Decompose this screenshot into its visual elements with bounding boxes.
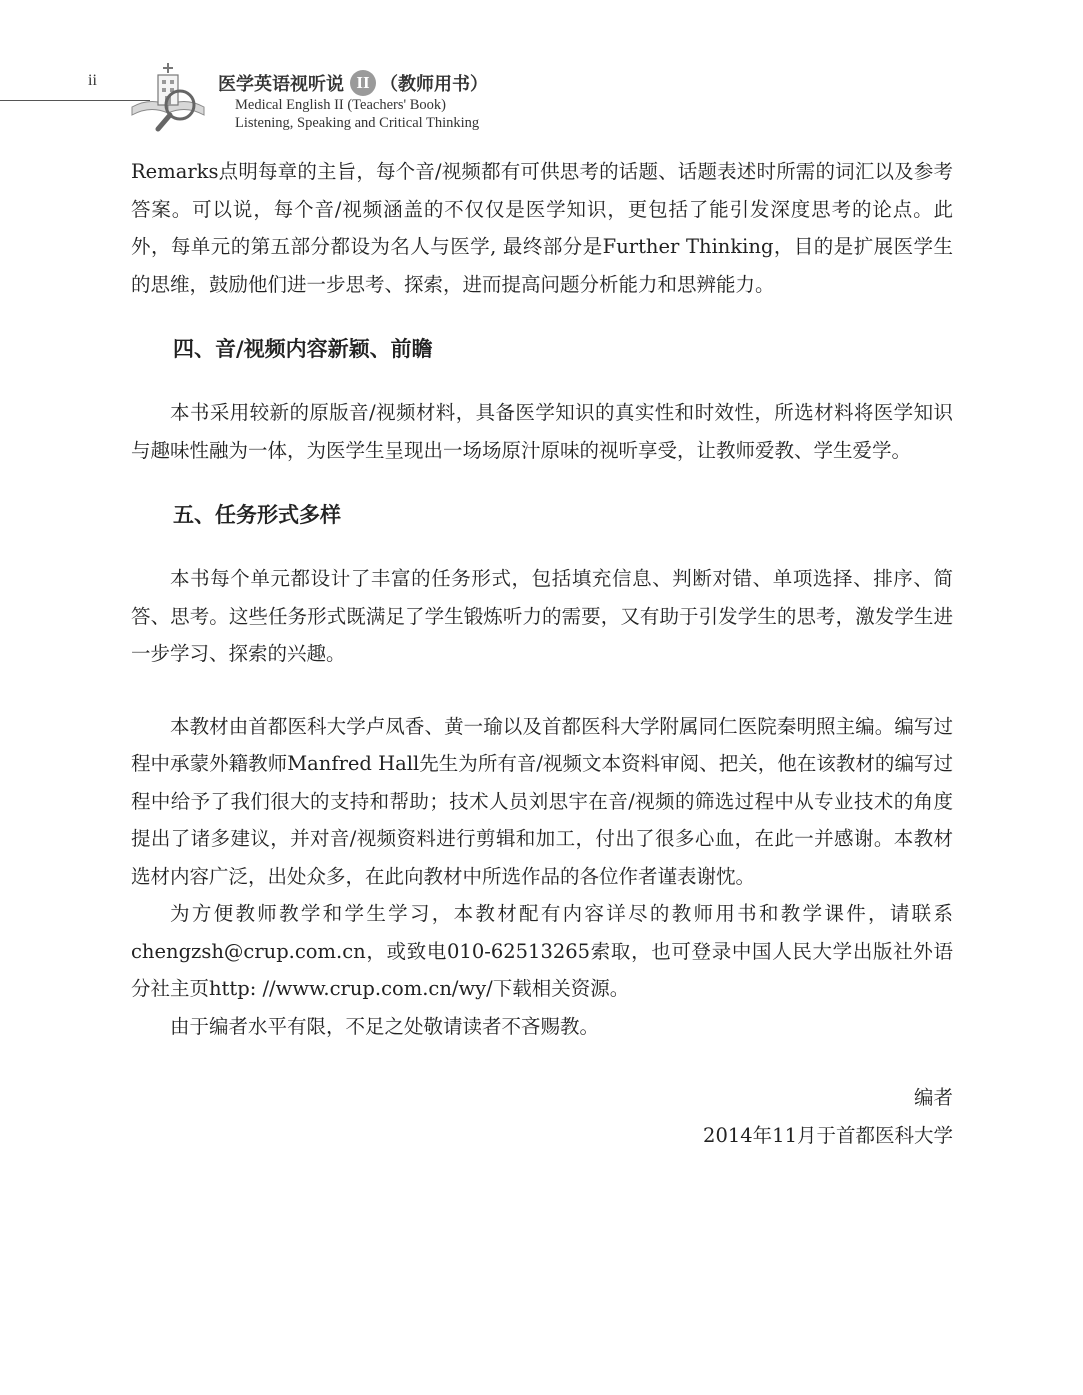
section-5-heading: 五、任务形式多样	[173, 503, 341, 527]
running-header	[0, 0, 1083, 140]
volume-badge: II	[350, 70, 376, 96]
page-number: ii	[88, 72, 97, 89]
book-subtitle-en-2: Listening, Speaking and Critical Thinking	[235, 115, 480, 131]
signature-date: 2014年11月于首都医科大学	[703, 1123, 953, 1147]
book-subtitle-en-1: Medical English II (Teachers' Book)	[235, 97, 446, 113]
preface-body	[131, 153, 953, 1154]
book-building-magnifier-icon	[128, 55, 208, 135]
book-title-suffix: （教师用书）	[380, 74, 488, 95]
section-4-paragraph: 本书采用较新的原版音/视频材料，具备医学知识的真实性和时效性，所选材料将医学知识与趣味性融为一体，为医学生呈现出一场场原汁原味的视听享受，让教师爱教、学生爱学。	[131, 401, 953, 462]
acknowledgement-paragraph: 本教材由首都医科大学卢凤香、黄一瑜以及首都医科大学附属同仁医院秦明照主编。编写过程中承蒙外籍教师Manfred Hall先生为所有音/视频文本资料审阅、把关，他在该教材的编写过程中给予了我们很大的支持和帮助；技术人员刘思宇在音/视频的筛选过程中从专业技术的角度提出了诸多建议，并对音/视频资料进行剪辑和加工，付出了很多心血，在此一并感谢。本教材选材内容广泛，出处众多，在此向教材中所选作品的各位作者谨表谢忱。	[131, 714, 953, 888]
section-4-heading: 四、音/视频内容新颖、前瞻	[173, 337, 433, 361]
book-title	[218, 70, 488, 96]
book-title-cn: 医学英语视听说	[218, 74, 344, 95]
intro-paragraph: Remarks点明每章的主旨，每个音/视频都有可供思考的话题、话题表述时所需的词汇以及参考答案。可以说，每个音/视频涵盖的不仅仅是医学知识，更包括了能引发深度思考的论点。此外，每单元的第五部分都设为名人与医学, 最终部分是Further Thinking，目的是扩展医学生的思维，鼓励他们进一步思考、探索，进而提高问题分析能力和思辨能力。	[131, 160, 953, 296]
section-5-paragraph: 本书每个单元都设计了丰富的任务形式，包括填充信息、判断对错、单项选择、排序、简答、思考。这些任务形式既满足了学生锻炼听力的需要，又有助于引发学生的思考，激发学生进一步学习、探索的兴趣。	[131, 567, 953, 665]
signature-author: 编者	[913, 1086, 953, 1109]
closing-paragraph: 由于编者水平有限，不足之处敬请读者不吝赐教。	[170, 1014, 600, 1038]
contact-paragraph: 为方便教师教学和学生学习，本教材配有内容详尽的教师用书和教学课件，请联系chengzsh@crup.com.cn，或致电010-62513265索取，也可登录中国人民大学出版社外语分社主页http: //www.crup.com.cn/wy/下载相关资源。	[131, 902, 953, 1000]
